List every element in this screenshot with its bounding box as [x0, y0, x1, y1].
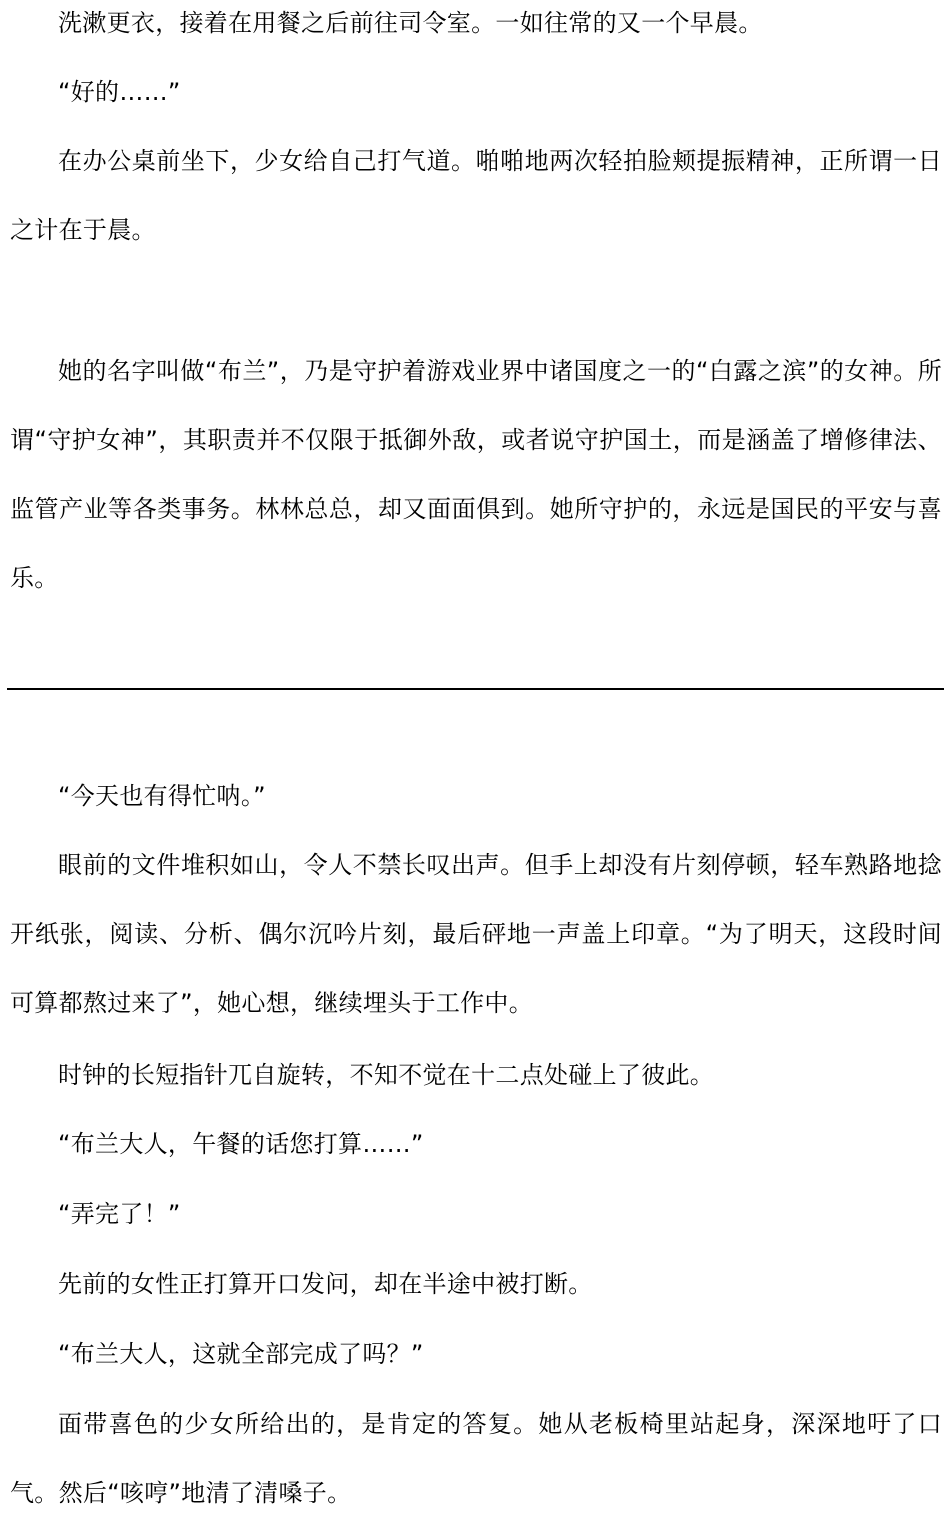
- paragraph-6: 眼前的文件堆积如山，令人不禁长叹出声。但手上却没有片刻停顿，轻车熟路地捻开纸张，阅读、分析、偶尔沉吟片刻，最后砰地一声盖上印章。“为了明天，这段时间可算都熬过来了”，她心想，继续埋头于工作中。: [10, 851, 942, 1017]
- paragraph-1: 洗漱更衣，接着在用餐之后前往司令室。一如往常的又一个早晨。: [58, 9, 763, 37]
- paragraph-7: 时钟的长短指针兀自旋转，不知不觉在十二点处碰上了彼此。: [58, 1061, 715, 1089]
- paragraph-8: “布兰大人，午餐的话您打算……”: [58, 1130, 424, 1158]
- paragraph-10: 先前的女性正打算开口发问，却在半途中被打断。: [58, 1270, 593, 1298]
- paragraph-3: 在办公桌前坐下，少女给自己打气道。啪啪地两次轻拍脸颊提振精神，正所谓一日之计在于晨。: [10, 147, 942, 244]
- paragraph-11: “布兰大人，这就全部完成了吗？”: [58, 1340, 424, 1368]
- paragraph-9: “弄完了！”: [58, 1200, 181, 1228]
- paragraph-4: 她的名字叫做“布兰”，乃是守护着游戏业界中诸国度之一的“白露之滨”的女神。所谓“守护女神”，其职责并不仅限于抵御外敌，或者说守护国土，而是涵盖了增修律法、监管产业等各类事务。林林总总，却又面面俱到。她所守护的，永远是国民的平安与喜乐。: [10, 357, 942, 592]
- paragraph-5: “今天也有得忙呐。”: [58, 782, 266, 810]
- paragraph-12: 面带喜色的少女所给出的，是肯定的答复。她从老板椅里站起身，深深地吁了口气。然后“咳哼”地清了清嗓子。: [10, 1410, 942, 1507]
- paragraph-2: “好的……”: [58, 78, 181, 106]
- section-divider: [7, 688, 944, 690]
